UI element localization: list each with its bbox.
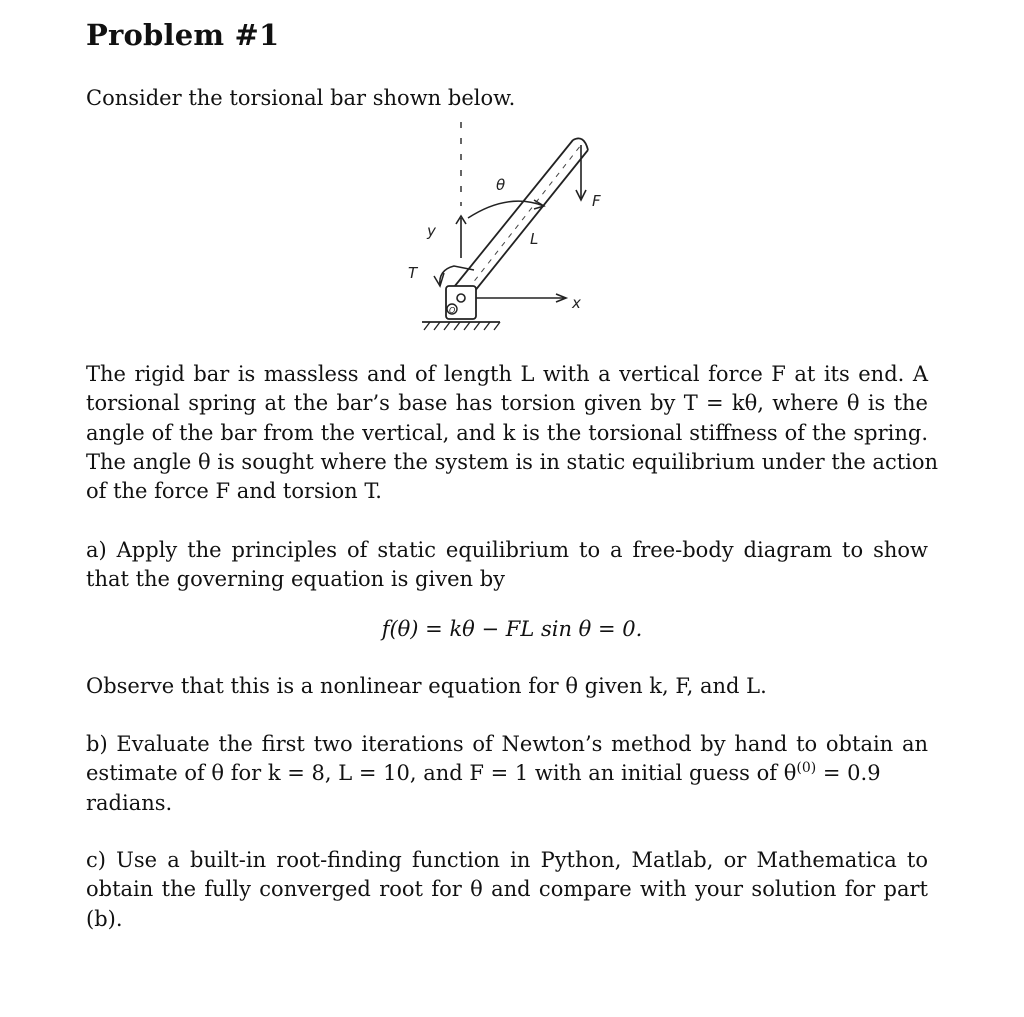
- bar-centerline: [461, 145, 581, 298]
- part-a-line: a) Apply the principles of static equilibrium to a free-body diagram to show: [86, 538, 928, 562]
- part-c-text: [86, 846, 928, 934]
- observation-text: Observe that this is a nonlinear equation for θ given k, F, and L.: [86, 674, 767, 698]
- label-T: T: [408, 264, 418, 282]
- part-c-line: (b).: [86, 906, 123, 931]
- label-theta: θ: [496, 176, 506, 194]
- governing-equation: f(θ) = kθ − FL sin θ = 0.: [381, 617, 643, 641]
- label-L: L: [530, 230, 539, 248]
- description-line: The rigid bar is massless and of length L with a vertical force F at its end. A: [86, 362, 928, 386]
- ground-hatching: [424, 322, 500, 330]
- part-b-line2-text: estimate of θ for k = 8, L = 10, and F = 1 with an initial guess of θ: [86, 761, 797, 786]
- torsional-bar-figure: [398, 110, 618, 338]
- part-b-line: [86, 759, 928, 788]
- part-b-text: [86, 730, 928, 818]
- intro-text: Consider the torsional bar shown below.: [86, 86, 516, 110]
- description-line: The angle θ is sought where the system is in static equilibrium under the action: [86, 449, 939, 474]
- torsion-arrowhead: [434, 273, 444, 286]
- problem-title: Problem #1: [86, 18, 280, 52]
- description-line: angle of the bar from the vertical, and k is the torsional stiffness of the spring.: [86, 420, 928, 445]
- label-y: y: [427, 222, 436, 240]
- label-x: x: [572, 294, 581, 312]
- label-F: F: [592, 192, 601, 210]
- description-line: torsional spring at the bar’s base has torsion given by T = kθ, where θ is the: [86, 391, 928, 416]
- bar-edge-right: [466, 150, 588, 302]
- part-b-line: b) Evaluate the first two iterations of Newton’s method by hand to obtain an: [86, 732, 928, 756]
- part-c-line: c) Use a built-in root-finding function in Python, Matlab, or Mathematica to: [86, 848, 928, 872]
- theta-arc: [468, 201, 544, 218]
- part-c-line: obtain the fully converged root for θ and compare with your solution for part: [86, 877, 928, 902]
- initial-guess-superscript: (0): [796, 760, 817, 777]
- part-a-line: that the governing equation is given by: [86, 567, 506, 592]
- part-b-line2-value: = 0.9: [816, 761, 881, 786]
- description-line: of the force F and torsion T.: [86, 479, 382, 504]
- pivot-pin: [457, 294, 465, 302]
- problem-description: [86, 360, 939, 506]
- label-O: O: [449, 306, 456, 315]
- part-b-line: radians.: [86, 790, 173, 815]
- part-a-text: [86, 536, 928, 595]
